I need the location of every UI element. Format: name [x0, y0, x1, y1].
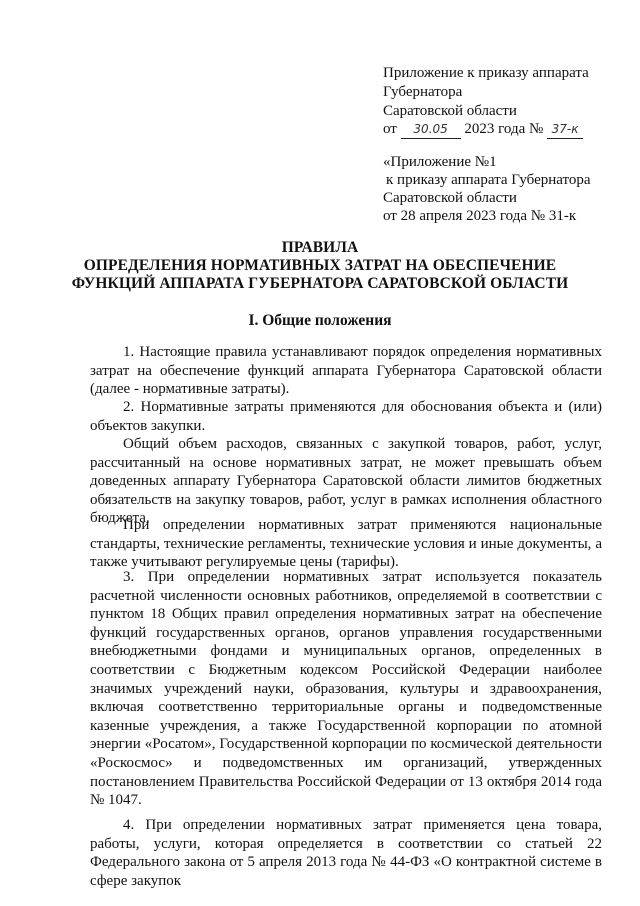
original-appendix-line1: «Приложение №1: [383, 154, 497, 170]
paragraph-5: [90, 568, 602, 810]
section-heading: I. Общие положения: [248, 312, 392, 329]
original-appendix-line2: к приказу аппарата Губернатора: [386, 172, 591, 188]
paragraph-4-text: При определении нормативных затрат применяются национальные стандарты, технические регламенты, технические условия и иные документы, а также учитывают регулируемые цены (тарифы).: [90, 517, 602, 571]
paragraph-3-text: Общий объем расходов, связанных с закупкой товаров, работ, услуг, рассчитанный на основе нормативных затрат, не может превышать объем доведенных аппарату Губернатора Саратовской области лимитов бюджетных обязательств на закупку товаров, работ, услуг в рамках исполнения областного бюджета.: [90, 436, 602, 527]
document-subtitle-line1: ОПРЕДЕЛЕНИЯ НОРМАТИВНЫХ ЗАТРАТ НА ОБЕСПЕЧЕНИЕ: [83, 257, 557, 274]
paragraph-1: [90, 343, 602, 399]
paragraph-6: [90, 816, 602, 890]
original-appendix-line3: Саратовской области: [383, 190, 517, 206]
paragraph-3: [90, 435, 602, 528]
paragraph-2-text: 2. Нормативные затраты применяются для обоснования объекта и (или) объектов закупки.: [90, 399, 602, 434]
paragraph-1-text: 1. Настоящие правила устанавливают порядок определения нормативных затрат на обеспечение функций аппарата Губернатора Саратовской области (далее - нормативные затраты).: [90, 344, 602, 398]
paragraph-5-text: 3. При определении нормативных затрат используется показатель расчетной численности основных работников, определяемой в соответствии с пунктом 18 Общих правил определения нормативных затрат на обеспечение функций государственных органов, органов управления государственными внебюджетными фондами и муниципальных органов, определенных в соответствии с Бюджетным кодексом Российской Федерации наиболее значимых учреждений науки, образования, культуры и здравоохранения, включая соответственно территориальные органы и подведомственные казенные учреждения, а также Государственной корпорации по атомной энергии «Росатом», Государственной корпорации по космической деятельности «Роскосмос» и подведомственных им организаций, утвержденных постановлением Правительства Российской Федерации от 13 октября 2014 года № 1047.: [90, 569, 602, 809]
paragraph-6-text: 4. При определении нормативных затрат применяется цена товара, работы, услуги, которая определяется в соответствии со статьей 22 Федерального закона от 5 апреля 2013 года № 44-ФЗ «О контрактной системе в сфере закупок: [90, 817, 602, 889]
date-year-number: 2023 года №: [464, 121, 544, 137]
handwritten-date: 30.05: [401, 120, 461, 139]
appendix-header-line2: Губернатора: [383, 84, 463, 100]
appendix-header-line3: Саратовской области: [383, 103, 517, 119]
document-title: ПРАВИЛА: [281, 239, 359, 256]
paragraph-2: [90, 398, 602, 435]
appendix-header-line1: Приложение к приказу аппарата: [383, 65, 589, 81]
document-subtitle-line2: ФУНКЦИЙ АППАРАТА ГУБЕРНАТОРА САРАТОВСКОЙ ОБЛАСТИ: [71, 275, 569, 292]
paragraph-4: [90, 516, 602, 572]
date-prefix: от: [383, 121, 397, 137]
original-appendix-line4: от 28 апреля 2023 года № 31-к: [383, 208, 577, 224]
handwritten-order-number: 37-к: [547, 120, 583, 139]
appendix-header-date-line: [383, 120, 583, 139]
